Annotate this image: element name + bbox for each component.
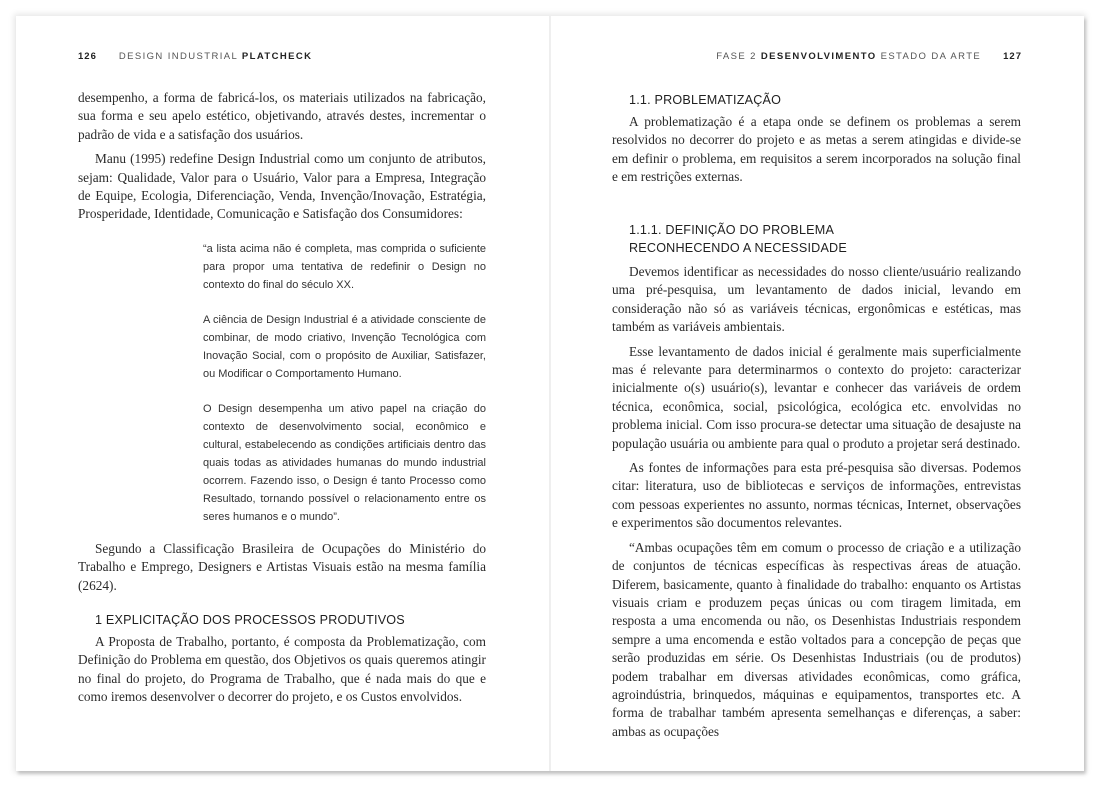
section-heading: 1 EXPLICITAÇÃO DOS PROCESSOS PRODUTIVOS (95, 613, 405, 627)
right-main-text (612, 263, 1021, 747)
block-quote (203, 241, 486, 544)
running-head-title: ESTADO DA ARTE (880, 51, 982, 62)
paragraph: A Proposta de Trabalho, portanto, é composta da Problematização, com Definição do Problema em questão, dos Objetivos os quais queremos atingir no final do projeto, do Programa de Trabalho, que é nada mais do que e como iremos desenvolver o decorrer do projeto, e os Custos envolvidos. (78, 634, 486, 705)
page-number: 127 (1003, 51, 1022, 62)
left-after-quote-text (78, 540, 486, 601)
heading-problematizacao: 1.1. PROBLEMATIZAÇÃO (629, 93, 782, 107)
paragraph: desempenho, a forma de fabricá-los, os materiais utilizados na fabricação, sua forma e seu apelo estético, objetivando, através destes, incrementar o padrão de vida e a satisfação dos usuários. (78, 90, 486, 142)
paragraph: Devemos identificar as necessidades do nosso cliente/usuário realizando uma pré-pesquisa, um levantamento de dados inicial, levando em consideração não só as variáveis técnicas, ergonômicas e estéticas, mas também as variáveis ambientais. (612, 264, 1021, 335)
heading-line: 1.1.1. DEFINIÇÃO DO PROBLEMA (629, 223, 835, 237)
paragraph: Esse levantamento de dados inicial é geralmente mais superficialmente mas é relevante para determinarmos o contexto do projeto: caracterizar inicialmente o(s) usuário(s), levantar e conhecer das variáveis de ordem técnica, econômica, social, psicológica, ecológica etc. envolvidas no problema inicial. Com isso procura-se detectar uma situação de desajuste na população usuária ou ambiente para qual o produto a projetar será destinado. (612, 343, 1021, 451)
left-running-head (78, 51, 312, 62)
running-head-bold: DESENVOLVIMENTO (760, 51, 877, 62)
paragraph: Manu (1995) redefine Design Industrial como um conjunto de atributos, sejam: Qualidade, Valor para o Usuário, Valor para a Empresa, Integração de Equipe, Ecologia, Diferenciação, Venda, Invenção/Inovação, Estratégia, Prosperidade, Identidade, Comunicação e Satisfação dos Consumidores: (78, 151, 486, 222)
left-page (16, 16, 549, 771)
heading-definicao-problema (629, 221, 847, 257)
running-head-bold: PLATCHECK (241, 51, 313, 62)
paragraph: As fontes de informações para esta pré-pesquisa são diversas. Podemos citar: literatura, uso de bibliotecas e serviços de informações, entrevistas com pessoas experientes no assunto, normas técnicas, Internet, observações e experimentos são documentos relevantes. (612, 460, 1021, 531)
quote-paragraph: A ciência de Design Industrial é a atividade consciente de combinar, de modo criativo, Invenção Tecnológica com Inovação Social, com o propósito de Auxiliar, Satisfazer, ou Modificar o Comportamento Humano. (203, 314, 486, 380)
left-section-text (78, 633, 486, 713)
left-top-text (78, 89, 486, 230)
quote-paragraph: “a lista acima não é completa, mas comprida o suficiente para propor uma tentativa de redefinir o Design no contexto do final do século XX. (203, 243, 486, 291)
running-head-title: DESIGN INDUSTRIAL (118, 51, 238, 62)
heading-line: RECONHECENDO A NECESSIDADE (629, 241, 847, 255)
running-head-phase: FASE 2 (716, 51, 757, 62)
paragraph: A problematização é a etapa onde se definem os problemas a serem resolvidos no decorrer do projeto e as metas a serem atingidas e divide-se em definir o problema, em requisitos a serem incorporados na solução final e em restrições externas. (612, 114, 1021, 185)
paragraph: Segundo a Classificação Brasileira de Ocupações do Ministério do Trabalho e Emprego, Designers e Artistas Visuais estão na mesma família (2624). (78, 541, 486, 593)
right-intro-text (612, 113, 1021, 193)
quote-paragraph: O Design desempenha um ativo papel na criação do contexto de desenvolvimento social, econômico e cultural, estabelecendo as condições artificiais dentro das quais todas as atividades humanas do mundo industrial ocorrem. Fazendo isso, o Design é tanto Processo como Resultado, tornando possível o relacionamento entre os seres humanos e o mundo”. (203, 403, 486, 523)
paragraph: “Ambas ocupações têm em comum o processo de criação e a utilização de conjuntos de técnicas específicas às respectivas áreas de atuação. Diferem, basicamente, quanto à finalidade do trabalho: enquanto os Artistas visuais criam e produzem peças únicas ou com tiragem limitada, em resposta a uma encomenda ou não, os Desenhistas Industriais respondem sempre a uma encomenda e estão voltados para a concepção de peças que serão produzidas em série. Os Desenhistas Industriais (ou de produtos) podem trabalhar em diversas atividades econômicas, como gráfica, agroindústria, brinquedos, máquinas e equipamentos, transportes etc. A forma de trabalhar também apresenta semelhanças e diferenças, a saber: ambas as ocupações (612, 539, 1021, 739)
page-number: 126 (78, 51, 97, 62)
book-spread (16, 16, 1084, 771)
right-running-head (716, 51, 1022, 62)
right-page (551, 16, 1084, 771)
